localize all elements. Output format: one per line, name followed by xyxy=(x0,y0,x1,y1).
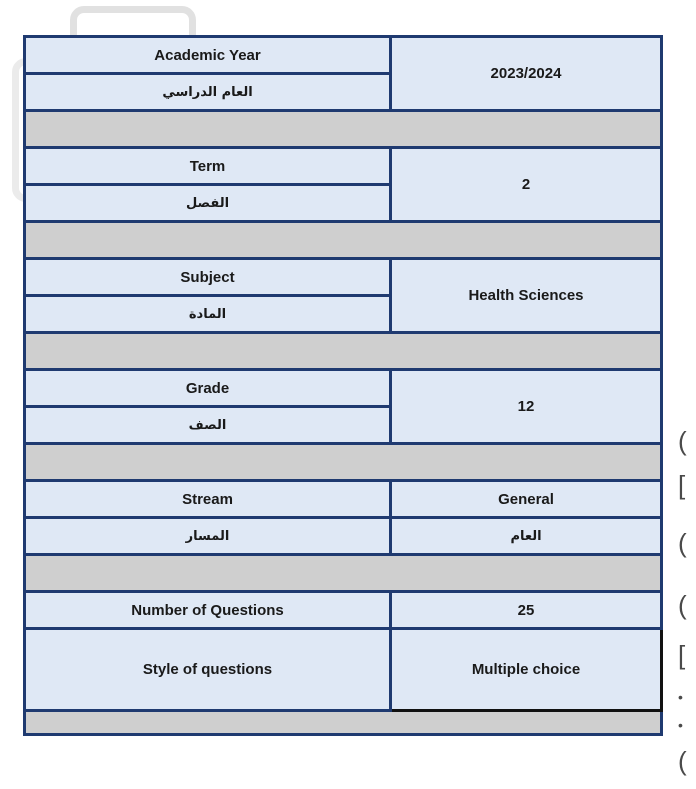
table-row xyxy=(25,592,662,629)
cropped-edge-glyph: • xyxy=(678,717,683,733)
stream-label-ar: المسار xyxy=(25,518,391,555)
number-of-questions-value: 25 xyxy=(391,592,662,629)
grade-label-ar: الصف xyxy=(25,407,391,444)
cropped-edge-glyph: • xyxy=(678,689,683,705)
grade-label: Grade xyxy=(25,370,391,407)
table-row xyxy=(25,518,662,555)
stream-value-ar: العام xyxy=(391,518,662,555)
separator-row xyxy=(25,333,662,370)
table-row xyxy=(25,37,662,74)
cropped-edge-glyph: ( xyxy=(678,746,687,776)
cropped-edge-glyph: ( xyxy=(678,426,687,456)
grade-value: 12 xyxy=(391,370,662,444)
academic-year-label-ar: العام الدراسي xyxy=(25,74,391,111)
table-row xyxy=(25,370,662,407)
separator-row xyxy=(25,711,662,735)
separator-row xyxy=(25,111,662,148)
table-row xyxy=(25,629,662,711)
stream-label: Stream xyxy=(25,481,391,518)
cropped-edge-glyph: [ xyxy=(678,470,686,500)
separator-row xyxy=(25,444,662,481)
table-row xyxy=(25,259,662,296)
academic-year-label: Academic Year xyxy=(25,37,391,74)
subject-label-ar: المادة xyxy=(25,296,391,333)
table-row xyxy=(25,148,662,185)
term-label-ar: الفصل xyxy=(25,185,391,222)
subject-value: Health Sciences xyxy=(391,259,662,333)
table-row xyxy=(25,481,662,518)
cropped-edge-glyph: ( xyxy=(678,528,687,558)
style-of-questions-label: Style of questions xyxy=(25,629,391,711)
exam-info-table xyxy=(23,35,663,736)
separator-row xyxy=(25,222,662,259)
term-value: 2 xyxy=(391,148,662,222)
academic-year-value: 2023/2024 xyxy=(391,37,662,111)
cropped-edge-glyph: ( xyxy=(678,590,687,620)
number-of-questions-label: Number of Questions xyxy=(25,592,391,629)
cropped-edge-glyph: [ xyxy=(678,640,686,670)
subject-label: Subject xyxy=(25,259,391,296)
style-of-questions-value: Multiple choice xyxy=(391,629,662,711)
stream-value: General xyxy=(391,481,662,518)
separator-row xyxy=(25,555,662,592)
term-label: Term xyxy=(25,148,391,185)
